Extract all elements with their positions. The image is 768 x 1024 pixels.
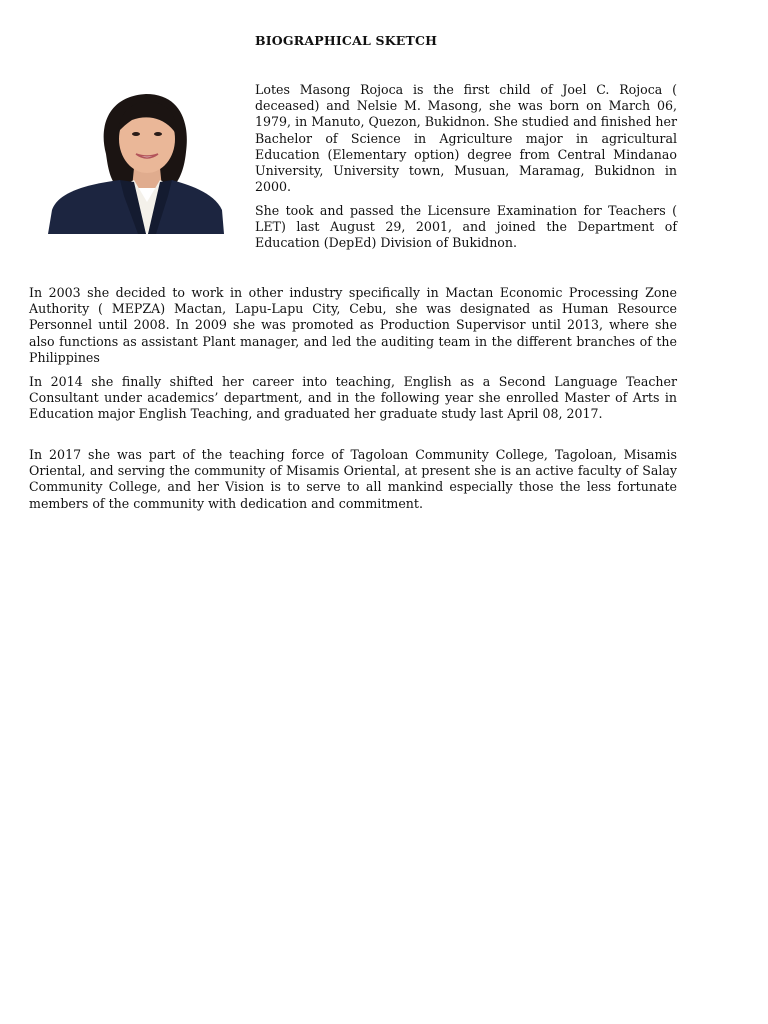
bio-paragraph-birth-education: Lotes Masong Rojoca is the first child of Joel C. Rojoca ( deceased) and Nelsie M. Masong, she was born on March 06, 1979, in Manuto, Quezon, Bukidnon. She studied and finished her Bachelor of Science in Agriculture major in agricultural Education (Elementary option) degree from Central Mindanao University, University town, Musuan, Maramag, Bukidnon in 2000. [255, 82, 677, 195]
bio-paragraph-community-college: In 2017 she was part of the teaching force of Tagoloan Community College, Tagoloan, Misamis Oriental, and serving the community of Misamis Oriental, at present she is an active faculty of Salay Community College, and her Vision is to serve to all mankind especially those the less fortunate members of the community with dedication and commitment. [29, 447, 677, 511]
bio-paragraph-mepza-career: In 2003 she decided to work in other industry specifically in Mactan Economic Processing Zone Authority ( MEPZA) Mactan, Lapu-Lapu City, Cebu, she was designated as Human Resource Personnel until 2008. In 2009 she was promoted as Production Supervisor until 2013, where she also functions as assistant Plant manager, and led the auditing team in the different branches of the Philippines [29, 285, 677, 365]
portrait-photo [48, 84, 224, 234]
bio-paragraph-teaching-career: In 2014 she finally shifted her career into teaching, English as a Second Language Teacher Consultant under academics’ department, and in the following year she enrolled Master of Arts in Education major English Teaching, and graduated her graduate study last April 08, 2017. [29, 374, 677, 422]
bio-paragraph-licensure: She took and passed the Licensure Examination for Teachers ( LET) last August 29, 2001, and joined the Department of Education (DepEd) Division of Bukidnon. [255, 203, 677, 251]
document-title: BIOGRAPHICAL SKETCH [255, 33, 438, 48]
